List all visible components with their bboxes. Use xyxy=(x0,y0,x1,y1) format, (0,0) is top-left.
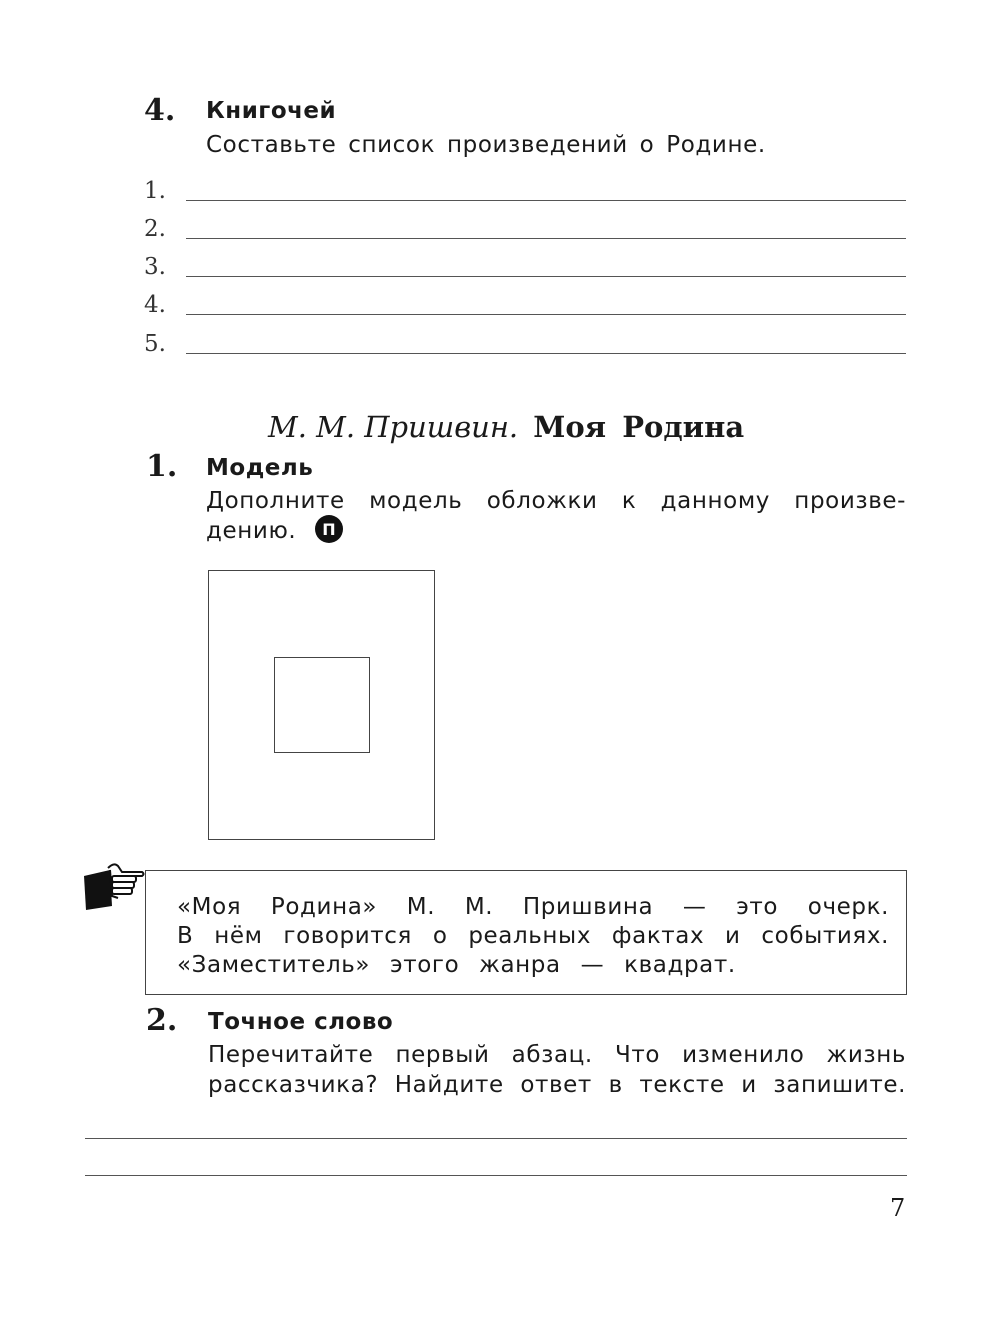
task-1-number: 1. xyxy=(146,449,178,484)
answer-line-number: 2. xyxy=(144,216,166,242)
answer-line-3[interactable] xyxy=(186,276,906,277)
task-2-number: 2. xyxy=(146,1003,178,1038)
cover-model-square[interactable] xyxy=(274,657,370,753)
section-title xyxy=(268,410,788,444)
task-2-title: Точное слово xyxy=(208,1009,394,1035)
section-work-title: Моя Родина xyxy=(533,410,745,444)
answer-line-number: 1. xyxy=(144,178,166,204)
section-author: М. М. Пришвин. xyxy=(268,410,519,444)
answer-line-2[interactable] xyxy=(186,238,906,239)
task-2-instruction-line-2: рассказчика? Найдите ответ в тексте и запишите. xyxy=(208,1072,906,1098)
task-1-instruction-text: дению. xyxy=(206,518,297,544)
task-4-instruction: Составьте список произведений о Родине. xyxy=(206,132,766,158)
pointing-hand-icon xyxy=(82,856,146,912)
note-line-2: В нём говорится о реальных фактах и событиях. xyxy=(177,923,889,949)
task-1-title: Модель xyxy=(206,455,314,481)
task-4-number: 4. xyxy=(144,93,176,128)
task-2-instruction-line-1: Перечитайте первый абзац. Что изменило жизнь xyxy=(208,1042,906,1068)
p-badge-icon: П xyxy=(315,515,343,543)
answer-line-1[interactable] xyxy=(186,200,906,201)
note-line-1: «Моя Родина» М. М. Пришвина — это очерк. xyxy=(177,894,889,920)
task-1-instruction-line-1: Дополните модель обложки к данному произве- xyxy=(206,488,906,514)
answer-line-task-2-2[interactable] xyxy=(85,1175,907,1176)
answer-line-task-2-1[interactable] xyxy=(85,1138,907,1139)
note-line-3: «Заместитель» этого жанра — квадрат. xyxy=(177,952,736,978)
answer-line-number: 5. xyxy=(144,331,166,357)
answer-line-4[interactable] xyxy=(186,314,906,315)
answer-line-number: 3. xyxy=(144,254,166,280)
task-1-instruction-line-2 xyxy=(206,516,296,546)
task-4-title: Книгочей xyxy=(206,98,337,124)
answer-line-5[interactable] xyxy=(186,353,906,354)
page-number: 7 xyxy=(890,1194,906,1222)
answer-line-number: 4. xyxy=(144,292,166,318)
